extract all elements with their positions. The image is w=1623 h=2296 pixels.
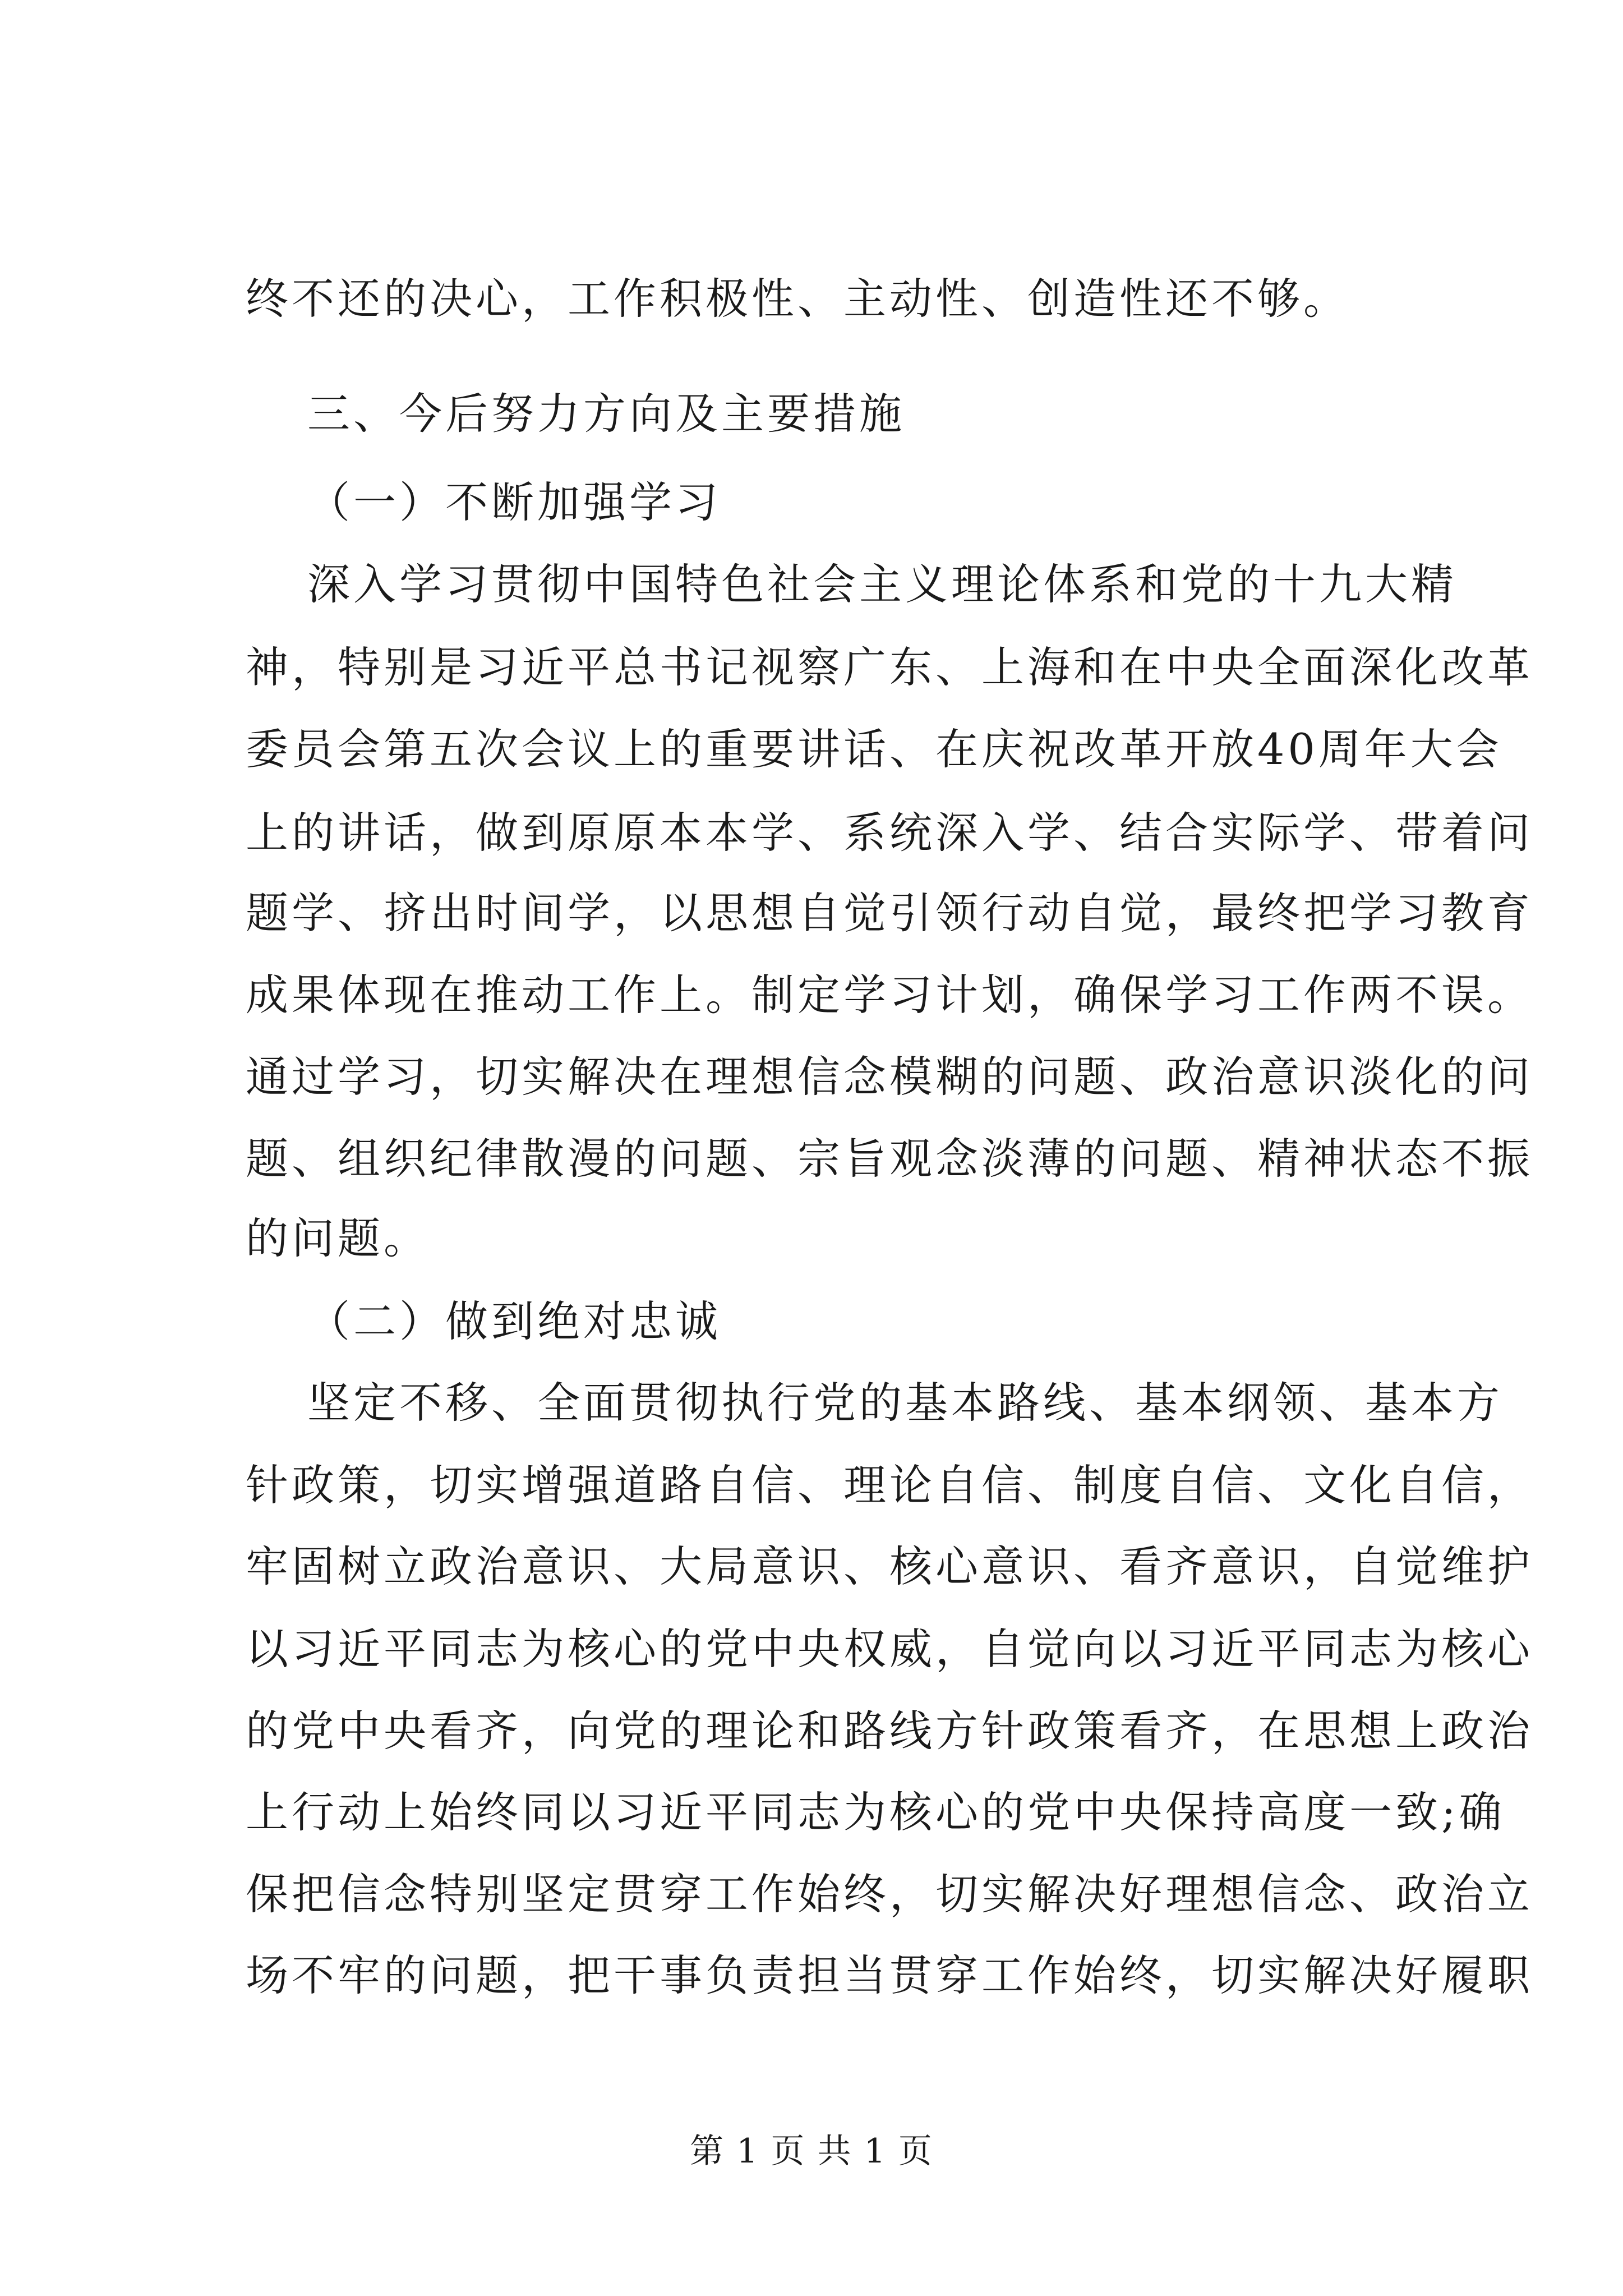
paragraph-line: 深入学习贯彻中国特色社会主义理论体系和党的十九大精: [307, 559, 1457, 609]
paragraph-line: 针政策，切实增强道路自信、理论自信、制度自信、文化自信，: [246, 1460, 1533, 1510]
page-footer: 第 1 页 共 1 页: [690, 2132, 933, 2171]
paragraph-line: 坚定不移、全面贯彻执行党的基本路线、基本纲领、基本方: [307, 1378, 1503, 1428]
paragraph-line: 的问题。: [246, 1213, 430, 1263]
paragraph-line: 上行动上始终同以习近平同志为核心的党中央保持高度一致;确: [246, 1787, 1505, 1837]
paragraph-line: 牢固树立政治意识、大局意识、核心意识、看齐意识，自觉维护: [246, 1542, 1533, 1591]
paragraph-line: 场不牢的问题，把干事负责担当贯穿工作始终，切实解决好履职: [246, 1950, 1533, 2000]
paragraph-line: 以习近平同志为核心的党中央权威，自觉向以习近平同志为核心: [246, 1624, 1533, 1674]
paragraph-line: 委员会第五次会议上的重要讲话、在庆祝改革开放40周年大会: [246, 724, 1502, 774]
paragraph-line: 题学、挤出时间学，以思想自觉引领行动自觉，最终把学习教育: [246, 888, 1533, 938]
paragraph-line: 通过学习，切实解决在理想信念模糊的问题、政治意识淡化的问: [246, 1052, 1533, 1102]
paragraph-line: 上的讲话，做到原原本本学、系统深入学、结合实际学、带着问: [246, 808, 1533, 858]
paragraph-line: 题、组织纪律散漫的问题、宗旨观念淡薄的问题、精神状态不振: [246, 1134, 1533, 1184]
paragraph-line: 终不还的决心，工作积极性、主动性、创造性还不够。: [246, 274, 1349, 324]
subsection-heading: （二）做到绝对忠诚: [307, 1296, 721, 1346]
subsection-heading: （一）不断加强学习: [307, 477, 721, 527]
paragraph-line: 保把信念特别坚定贯穿工作始终，切实解决好理想信念、政治立: [246, 1869, 1533, 1919]
paragraph-line: 的党中央看齐，向党的理论和路线方针政策看齐，在思想上政治: [246, 1706, 1533, 1756]
paragraph-line: 成果体现在推动工作上。制定学习计划，确保学习工作两不误。: [246, 970, 1533, 1020]
section-heading: 三、今后努力方向及主要措施: [307, 389, 905, 439]
paragraph-line: 神，特别是习近平总书记视察广东、上海和在中央全面深化改革: [246, 642, 1533, 692]
